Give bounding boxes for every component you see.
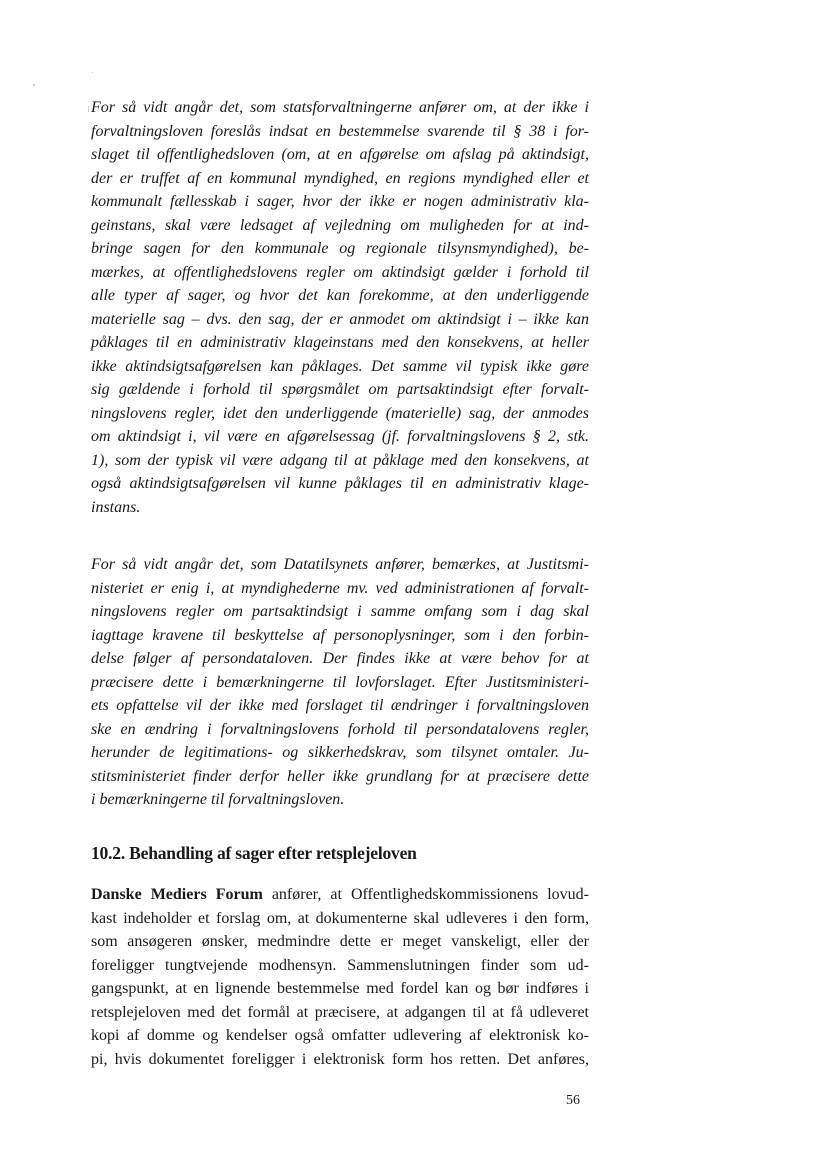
text-line-rest: anfører, at Offentlighedskommissionens lovud- (262, 886, 589, 903)
text-line (91, 883, 589, 907)
scan-speck (33, 84, 35, 86)
text-line: forvaltningsloven foreslås indsat en bestemmelse svarende til § 38 i for- (91, 122, 589, 140)
text-line: slaget til offentlighedsloven (om, at en afgørelse om afslag på aktindsigt, (91, 146, 589, 163)
paragraph-danske-mediers-forum (91, 883, 589, 1071)
text-line: kopi af domme og kendelser også omfatter udlevering af elektronisk ko- (91, 1027, 589, 1044)
text-line: gangspunkt, at en lignende bestemmelse med fordel kan og bør indføres i (91, 980, 589, 997)
text-line: ningslovens regler om partsaktindsigt i samme omfang som i dag skal (91, 603, 589, 620)
text-line: herunder de legitimations- og sikkerhedskrav, som tilsynet omtaler. Ju- (91, 744, 589, 761)
text-line: foreligger tungtvejende modhensyn. Sammenslutningen finder som ud- (91, 956, 589, 974)
text-line: også aktindsigtsafgørelsen vil kunne påklages til en administrativ klage- (91, 475, 589, 492)
page-number: 56 (566, 1093, 580, 1108)
scan-speck (88, 106, 89, 112)
paragraph-datatilsynet (91, 553, 589, 812)
text-line: geinstans, skal være ledsaget af vejledning om muligheden for at ind- (91, 216, 589, 234)
text-line: For så vidt angår det, som statsforvaltningerne anfører om, at der ikke i (91, 99, 589, 116)
text-line: i bemærkningerne til forvaltningsloven. (91, 791, 345, 808)
text-line: ets opfattelse vil der ikke med forslaget til ændringer i forvaltningsloven (91, 697, 589, 714)
text-line: ske en ændring i forvaltningslovens forhold til persondatalovens regler, (91, 720, 589, 738)
text-line: ikke aktindsigtsafgørelsen kan påklages. Det samme vil typisk ikke gøre (91, 357, 589, 375)
text-line: retsplejeloven med det formål at præcisere, at adgangen til at få udleveret (91, 1003, 589, 1021)
paragraph-statsforvaltningerne (91, 96, 589, 519)
text-line: pi, hvis dokumentet foreligger i elektronisk form hos retten. Det anføres, (91, 1050, 589, 1068)
scan-speck (92, 72, 93, 73)
text-line: som ansøgeren ønsker, medmindre dette er meget vanskeligt, eller der (91, 933, 589, 950)
text-line: nisteriet er enig i, at myndighederne mv. ved administrationen af forvalt- (91, 579, 589, 597)
text-line: kommunalt fællesskab i sager, hvor der ikke er nogen administrativ kla- (91, 193, 589, 210)
organization-name: Danske Mediers Forum (91, 886, 263, 903)
text-line: stitsministeriet finder derfor heller ikke grundlang for at præcisere dette (91, 767, 589, 785)
text-line: alle typer af sager, og hvor det kan forekomme, at den underliggende (91, 287, 589, 304)
text-line: delse følger af persondataloven. Der findes ikke at være behov for at (91, 650, 589, 667)
text-line: om aktindsigt i, vil være en afgørelsessag (jf. forvaltningslovens § 2, stk. (91, 428, 589, 445)
text-line: sig gældende i forhold til spørgsmålet om partsaktindsigt efter forvalt- (91, 381, 589, 398)
text-line: iagttage kravene til beskyttelse af personoplysninger, som i den forbin- (91, 626, 589, 644)
text-line: bringe sagen for den kommunale og regionale tilsynsmyndighed), be- (91, 240, 589, 257)
text-line: 1), som der typisk vil være adgang til at påklage med den konsekvens, at (91, 451, 589, 469)
text-line: For så vidt angår det, som Datatilsynets anfører, bemærkes, at Justitsmi- (91, 556, 589, 573)
text-line: præcisere dette i bemærkningerne til lovforslaget. Efter Justitsministeri- (91, 673, 589, 691)
text-line: kast indeholder et forslag om, at dokumenterne skal udleveres i den form, (91, 909, 589, 927)
text-line: ningslovens regler, idet den underliggende (materielle) sag, der anmodes (91, 404, 589, 422)
text-line: instans. (91, 498, 141, 516)
text-line: påklages til en administrativ klageinstans med den konsekvens, at heller (91, 334, 589, 351)
text-line: der er truffet af en kommunal myndighed, en regions myndighed eller et (91, 169, 589, 187)
section-heading: 10.2. Behandling af sager efter retsplejeloven (91, 843, 417, 863)
text-line: materielle sag – dvs. den sag, der er anmodet om aktindsigt i – ikke kan (91, 310, 589, 328)
text-line: mærkes, at offentlighedslovens regler om aktindsigt gælder i forhold til (91, 263, 589, 281)
